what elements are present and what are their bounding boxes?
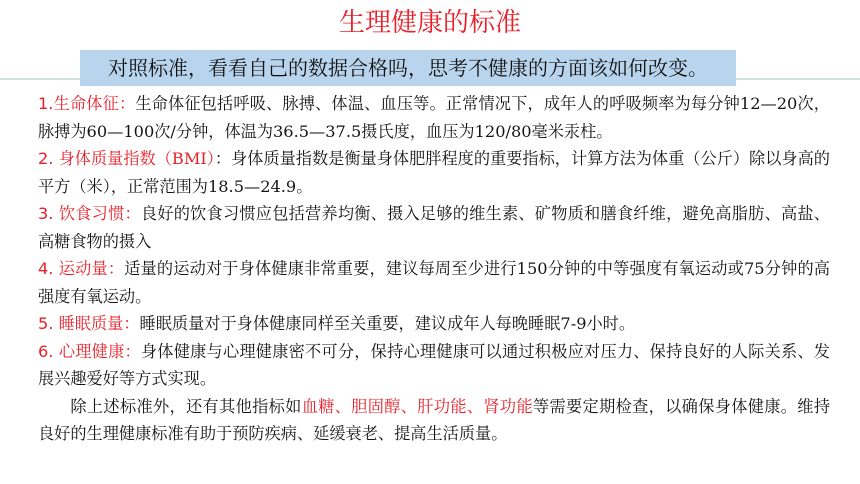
list-item bbox=[38, 255, 830, 310]
item-number: 2. bbox=[38, 149, 54, 168]
closing-highlight: 血糖、胆固醇、肝功能、肾功能 bbox=[301, 396, 533, 416]
item-number: 6. bbox=[38, 341, 54, 361]
closing-paragraph bbox=[38, 393, 830, 448]
item-term: 饮食习惯： bbox=[58, 204, 141, 223]
closing-rest: 等需要定期检查，以确保身体健康。维持良好的生理健康标准有助于预防疾病、延缓衰老、提高生活质量。 bbox=[38, 396, 831, 443]
item-number: 1. bbox=[38, 94, 54, 113]
closing-lead: 除上述标准外，还有其他指标如 bbox=[70, 396, 302, 416]
item-text: 身体健康与心理健康密不可分，保持心理健康可以通过积极应对压力、保持良好的人际关系、发展兴趣爱好等方式实现。 bbox=[38, 341, 830, 388]
standards-list bbox=[38, 90, 830, 448]
item-number: 5. bbox=[38, 314, 54, 333]
page-title: 生理健康的标准 bbox=[338, 8, 521, 38]
list-item bbox=[38, 145, 830, 200]
item-number: 3. bbox=[38, 204, 54, 223]
item-text: 良好的饮食习惯应包括营养均衡、摄入足够的维生素、矿物质和膳食纤维，避免高脂肪、高盐、高糖食物的摄入 bbox=[38, 204, 830, 251]
item-term: 心理健康： bbox=[58, 341, 141, 361]
item-term: 身体质量指数（BMI） bbox=[58, 149, 215, 168]
item-term: 生命体征： bbox=[53, 94, 136, 113]
item-text: 适量的运动对于身体健康非常重要，建议每周至少进行150分钟的中等强度有氧运动或75分钟的高强度有氧运动。 bbox=[38, 259, 830, 306]
item-number: 4. bbox=[38, 259, 54, 278]
item-text: 生命体征包括呼吸、脉搏、体温、血压等。正常情况下，成年人的呼吸频率为每分钟12—20次，脉搏为60—100次/分钟，体温为36.5—37.5摄氏度，血压为120/80毫米汞柱。 bbox=[38, 94, 830, 141]
item-text: 睡眠质量对于身体健康同样至关重要，建议成年人每晚睡眠7-9小时。 bbox=[139, 314, 636, 333]
list-item bbox=[38, 200, 830, 255]
item-term: 运动量： bbox=[58, 259, 125, 278]
list-item bbox=[38, 338, 830, 393]
instruction-banner: 对照标准，看看自己的数据合格吗，思考不健康的方面该如何改变。 bbox=[80, 50, 736, 86]
item-text: ：身体质量指数是衡量身体肥胖程度的重要指标，计算方法为体重（公斤）除以身高的平方（米），正常范围为18.5—24.9。 bbox=[38, 149, 830, 196]
list-item bbox=[38, 310, 830, 338]
item-term: 睡眠质量： bbox=[58, 314, 140, 333]
list-item bbox=[38, 90, 830, 145]
